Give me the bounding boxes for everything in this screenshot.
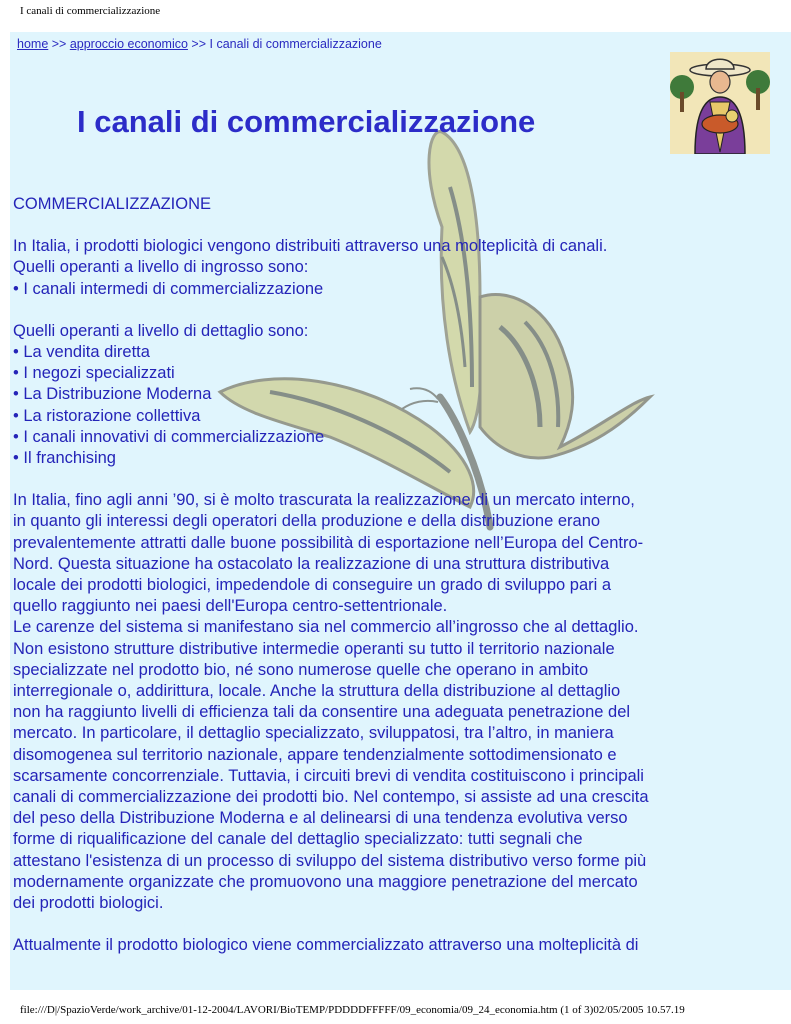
list-item: • La vendita diretta (13, 343, 150, 362)
text-line: quello raggiunto nei paesi dell'Europa centro-settentrionale. (13, 597, 448, 616)
list-item: • I canali innovativi di commercializzazione (13, 427, 325, 446)
text-line: dei prodotti biologici. (13, 894, 164, 913)
section-heading: COMMERCIALIZZAZIONE (13, 195, 212, 213)
text-line: disomogenea sul territorio nazionale, appare tendenzialmente sottodimensionato e (13, 745, 617, 764)
retail-channel-list (13, 342, 713, 469)
intro-line: Quelli operanti a livello di ingrosso sono: (13, 258, 309, 277)
article-body (13, 194, 713, 957)
text-line: interregionale o, addirittura, locale. Anche la struttura della distribuzione al dettaglio (13, 682, 621, 701)
text-line: del peso della Distribuzione Moderna e al delinearsi di una tendenza evolutiva verso (13, 809, 628, 828)
list-item: • Il franchising (13, 449, 116, 468)
wholesale-channel-list (13, 279, 713, 300)
text-line: modernamente organizzate che promuovono una maggiore penetrazione del mercato (13, 872, 638, 891)
list-item: • I canali intermedi di commercializzazione (13, 279, 324, 298)
text-line: non ha raggiunto livelli di efficienza tali da consentire una adeguata penetrazione del (13, 703, 631, 722)
list-item: • La ristorazione collettiva (13, 406, 201, 425)
text-line: locale dei prodotti biologici, impedendole di conseguire un grado di sviluppo pari a (13, 576, 612, 595)
text-line: mercato. In particolare, il dettaglio specializzato, sviluppatosi, tra l’altro, in maniera (13, 724, 614, 743)
farmer-illustration (670, 52, 770, 154)
print-footer: file:///D|/SpazioVerde/work_archive/01-12-2004/LAVORI/BioTEMP/PDDDDFFFFF/09_economia/09_24_economia.htm (1 of 3)02/05/2005 10.57.19 (20, 1004, 685, 1016)
text-line: Non esistono strutture distributive intermedie operanti su tutto il territorio nazionale (13, 639, 615, 658)
body-paragraph (13, 490, 713, 914)
print-header: I canali di commercializzazione (20, 5, 161, 17)
breadcrumb-current: I canali di commercializzazione (209, 37, 382, 51)
retail-intro: Quelli operanti a livello di dettaglio sono: (13, 321, 309, 340)
text-line: prevalentemente attratti dalle buone possibilità di esportazione nell’Europa del Centro- (13, 533, 644, 552)
list-item: • I negozi specializzati (13, 364, 175, 383)
text-line: in quanto gli interessi degli operatori della produzione e della distribuzione erano (13, 512, 601, 531)
text-line: forme di riqualificazione del canale del dettaglio specializzato: tutti segnali che (13, 830, 583, 849)
text-line: scarsamente concorrenziale. Tuttavia, i circuiti brevi di vendita costituiscono i principali (13, 766, 644, 785)
breadcrumb (17, 37, 382, 51)
text-line: Attualmente il prodotto biologico viene commercializzato attraverso una molteplicità di (13, 936, 639, 955)
breadcrumb-home-link[interactable]: home (17, 37, 49, 51)
text-line: specializzate nel prodotto bio, né sono numerose quelle che operano in ambito (13, 660, 589, 679)
text-line: Nord. Questa situazione ha ostacolato la realizzazione di una struttura distributiva (13, 554, 610, 573)
breadcrumb-separator: >> (187, 37, 210, 51)
text-line: In Italia, fino agli anni ’90, si è molto trascurata la realizzazione di un mercato interno, (13, 491, 635, 510)
list-item: • La Distribuzione Moderna (13, 385, 212, 404)
text-line: attestano l'esistenza di un processo di sviluppo del sistema distributivo verso forme più (13, 851, 647, 870)
breadcrumb-separator: >> (48, 37, 70, 51)
intro-line: In Italia, i prodotti biologici vengono distribuiti attraverso una molteplicità di canali. (13, 237, 608, 256)
text-line: canali di commercializzazione dei prodotti bio. Nel contempo, si assiste ad una crescita (13, 788, 649, 807)
breadcrumb-section-link[interactable]: approccio economico (69, 37, 188, 51)
text-line: Le carenze del sistema si manifestano sia nel commercio all’ingrosso che al dettaglio. (13, 618, 639, 637)
page-title: I canali di commercializzazione (77, 104, 536, 139)
page-content-area (10, 32, 791, 990)
